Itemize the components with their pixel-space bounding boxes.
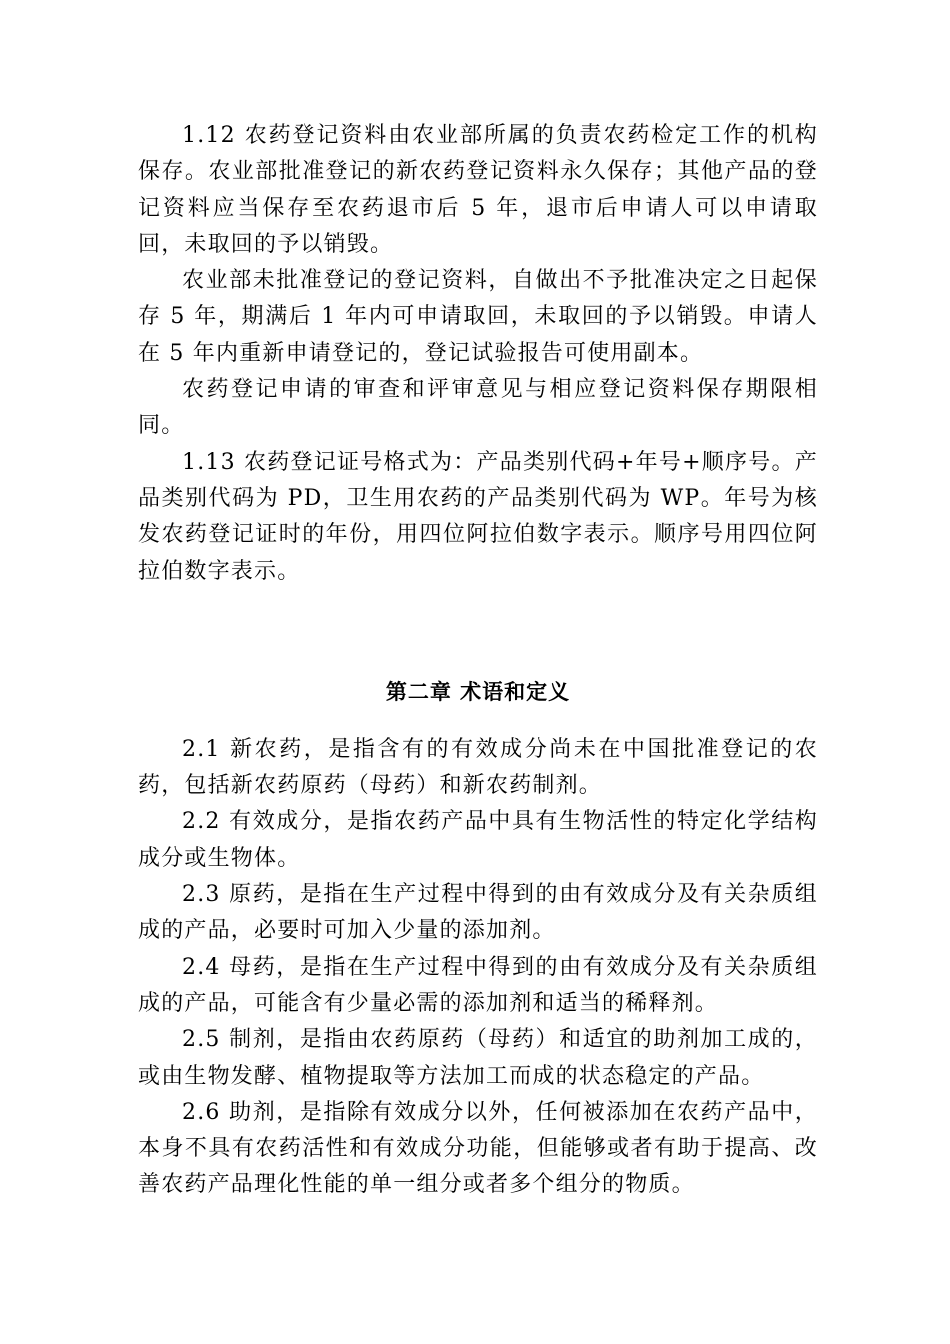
paragraph-review-opinions: 农药登记申请的审查和评审意见与相应登记资料保存期限相同。	[138, 377, 818, 439]
paragraph-1-13: 1.13 农药登记证号格式为：产品类别代码+年号+顺序号。产品类别代码为 PD，卫生用农药的产品类别代码为 WP。年号为核发农药登记证时的年份，用四位阿拉伯数字表示。顺序号用四位阿拉伯数字表示。	[138, 449, 818, 584]
document-page	[138, 118, 818, 1204]
paragraph-unapproved-records: 农业部未批准登记的登记资料，自做出不予批准决定之日起保存 5 年，期满后 1 年内可申请取回，未取回的予以销毁。申请人在 5 年内重新申请登记的，登记试验报告可使用副本。	[138, 268, 818, 366]
definition-2-6: 2.6 助剂，是指除有效成分以外，任何被添加在农药产品中，本身不具有农药活性和有效成分功能，但能够或者有助于提高、改善农药产品理化性能的单一组分或者多个组分的物质。	[138, 1099, 818, 1198]
chapter-2-definitions	[138, 732, 818, 1204]
section-1-records	[138, 118, 818, 590]
definition-2-5: 2.5 制剂，是指由农药原药（母药）和适宜的助剂加工成的，或由生物发酵、植物提取等方法加工而成的状态稳定的产品。	[138, 1027, 818, 1089]
spacer	[138, 710, 818, 732]
chapter-title: 第二章 术语和定义	[385, 679, 571, 704]
paragraph-1-12: 1.12 农药登记资料由农业部所属的负责农药检定工作的机构保存。农业部批准登记的新农药登记资料永久保存；其他产品的登记资料应当保存至农药退市后 5 年，退市后申请人可以申请取回，未取回的予以销毁。	[138, 123, 818, 257]
definition-2-2: 2.2 有效成分，是指农药产品中具有生物活性的特定化学结构成分或生物体。	[138, 809, 818, 871]
definition-2-1: 2.1 新农药，是指含有的有效成分尚未在中国批准登记的农药，包括新农药原药（母药）和新农药制剂。	[138, 736, 818, 799]
spacer	[138, 590, 818, 674]
definition-2-3: 2.3 原药，是指在生产过程中得到的由有效成分及有关杂质组成的产品，必要时可加入少量的添加剂。	[138, 882, 818, 944]
definition-2-4: 2.4 母药，是指在生产过程中得到的由有效成分及有关杂质组成的产品，可能含有少量必需的添加剂和适当的稀释剂。	[138, 954, 818, 1016]
